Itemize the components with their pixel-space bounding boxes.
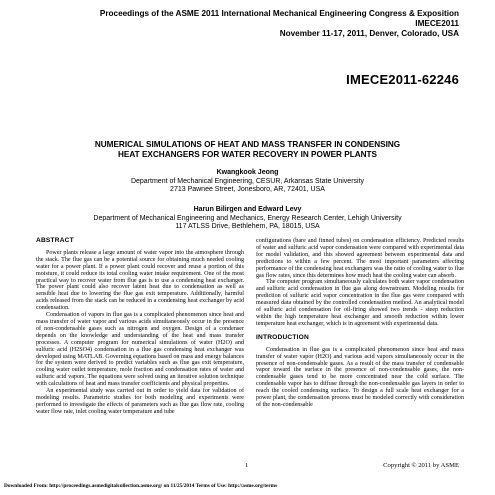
author-address: 117 ATLSS Drive, Bethlehem, PA, 18015, USA [175, 223, 320, 231]
author-affiliation: Department of Mechanical Engineering, CESUR, Arkansas State University [130, 177, 365, 185]
author-block-1 [30, 169, 465, 195]
abstract-paragraph: An experimental study was carried out in order to yield data for validation of modeling results. Parametric studies for both modeling and experiments were performed to investigate the effects of parameters such as flue gas flow rate, cooling water flow rate, inlet cooling water temperature and tube [36, 388, 244, 415]
download-footer: Downloaded From: http://proceedings.asmedigitalcollection.asme.org/ on 11/25/2014 Terms of Use: http://asme.org/terms [4, 483, 278, 489]
abstract-paragraph: configurations (bare and finned tubes) on condensation efficiency. Predicted results of water and sulfuric acid vapor condensation were compared with experimental data for model validation, and this showed agreement between experimental data and predictions to within a few percent. The most important parameters affecting performance of the condensing heat exchangers was the ratio of cooling water to flue gas flow rates, since this determines how much heat the cooling water can absorb. [256, 238, 464, 279]
introduction-heading: INTRODUCTION [256, 333, 309, 341]
conference-header [100, 9, 459, 39]
conference-name: Proceedings of the ASME 2011 International Mechanical Engineering Congress & Exposition [99, 9, 459, 18]
right-column [256, 238, 464, 409]
page-number: 1 [245, 462, 249, 469]
author-block-2 [30, 206, 465, 232]
left-column [36, 238, 244, 416]
abstract-heading: ABSTRACT [36, 237, 74, 244]
author-address: 2713 Pawnee Street, Jonesboro, AR, 72401, USA [170, 186, 325, 194]
paper-id: IMECE2011-62246 [346, 72, 459, 87]
abstract-paragraph: Power plants release a large amount of water vapor into the atmosphere through the stack. The flue gas can be a potential source for obtaining much needed cooling water for a power plant. If a power plant could recover and reuse a portion of this moisture, it could reduce its total cooling water intake requirement. One of the most practical way to recover water from flue gas is to use a condensing heat exchanger. The power plant could also recover latent heat due to condensation as well as sensible heat due to lowering the flue gas exit temperature. Additionally, harmful acids released from the stack can be reduced in a condensing heat exchanger by acid condensation. [36, 249, 244, 312]
introduction-paragraph: Condensation in flue gas is a complicated phenomenon since heat and mass transfer of water vapor (H2O) and various acid vapors simultaneously occur in the presence of non-condensable gases. As a result of the mass transfer of condensable vapor toward the surface in the presence of non-condensable gases, the non-condensable gases tend to be more concentrated near the cold surface. The condensable vapor has to diffuse through the non-condensable gas layers in order to reach the cooled condensing surface. To design a full scale heat exchanger for a power plant, the condensation process must be modeled correctly with consideration of the non-condensable [256, 346, 464, 408]
title-line: NUMERICAL SIMULATIONS OF HEAT AND MASS TRANSFER IN CONDENSING [94, 140, 401, 149]
abstract-paragraph: Condensation of vapors in flue gas is a complicated phenomenon since heat and mass transfer of water vapor and various acids simultaneously occur in the presence of non-condensable gases such as nitrogen and oxygen. Design of a condenser depends on the knowledge and understanding of the heat and mass transfer processes. A computer program for numerical simulations of water (H2O) and sulfuric acid (H2SO4) condensation in a flue gas condensing heat exchanger was developed using MATLAB. Governing equations based on mass and energy balances for the system were derived to predict variables such as flue gas exit temperature, cooling water outlet temperature, mole fraction and condensation rates of water and sulfuric acid vapors. The equations were solved using an iterative solution technique with calculations of heat and mass transfer coefficients and physical properties. [36, 312, 244, 388]
abstract-paragraph: The computer program simultaneously calculates both water vapor condensation and sulfuric acid condensation in flue gas along downstream. Modeling results for prediction of sulfuric acid vapor concentration in the flue gas were compared with measured data obtained by the controlled condensation method. An analytical model of sulfuric acid condensation for oil-firing showed two trends - steep reduction within the high temperature heat exchanger and smooth reduction within lower temperature heat exchanger, which is in agreement with experimental data. [256, 279, 464, 327]
title-line: HEAT EXCHANGERS FOR WATER RECOVERY IN POWER PLANTS [118, 150, 377, 159]
paper-title [40, 140, 455, 160]
author-name: Kwangkook Jeong [216, 169, 279, 176]
conference-code: IMECE2011 [415, 19, 459, 28]
author-affiliation: Department of Mechanical Engineering and Mechanics, Energy Research Center, Lehigh University [93, 214, 402, 222]
conference-date-location: November 11-17, 2011, Denver, Colorado, USA [279, 29, 459, 38]
author-name: Harun Bilirgen and Edward Levy [193, 206, 302, 213]
copyright-notice: Copyright © 2011 by ASME [383, 462, 459, 469]
